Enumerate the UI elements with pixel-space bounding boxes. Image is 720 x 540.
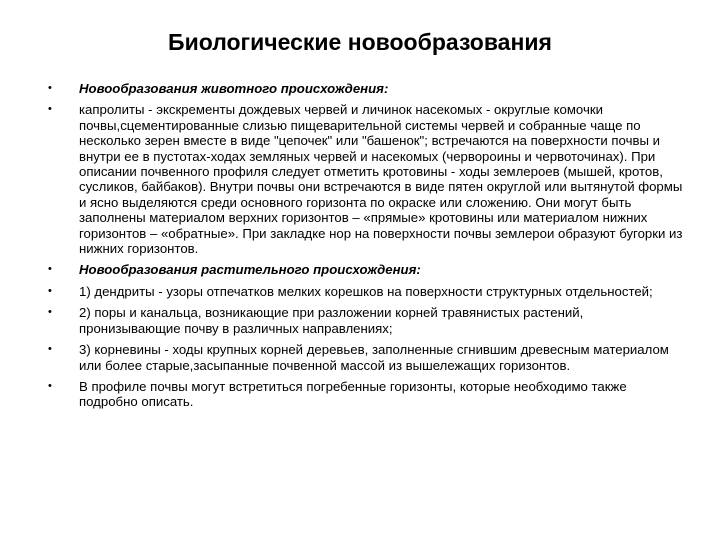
- paragraph-dendrites: 1) дендриты - узоры отпечатков мелких корешков на поверхности структурных отдельностей;: [79, 283, 653, 299]
- list-item: [48, 342, 688, 373]
- bullet-icon: •: [48, 263, 52, 276]
- section-heading-animal: Новообразования животного происхождения:: [79, 81, 389, 96]
- paragraph-buried-horizons: В профиле почвы могут встретиться погребенные горизонты, которые необходимо также подробно описать.: [79, 378, 627, 410]
- paragraph-pores: 2) поры и канальца, возникающие при разложении корней травянистых растений, пронизывающие почву в различных направлениях;: [79, 305, 584, 336]
- bullet-icon: •: [48, 82, 52, 94]
- list-item: [48, 305, 688, 336]
- bullet-icon: •: [48, 379, 52, 392]
- list-item: [48, 262, 688, 277]
- list-item: [48, 284, 688, 299]
- bullet-icon: •: [48, 306, 52, 319]
- bullet-list: [48, 81, 688, 410]
- list-item: [48, 379, 688, 410]
- paragraph-coprolites: капролиты - экскременты дождевых червей и личинок насекомых - округлые комочки почвы,сцементированные слизью пищеварительной системы червей и собранные чаще по несколько зерен вместе в виде "цепочек" или "башенок"; встречаются на поверхности почвы и внутри ее в пустотах-ходах земляных червей и насекомых (червороины и червоточинах). При описании почвенного профиля следует отметить кротовины - ходы землероев (мышей, кротов, сусликов, байбаков). Внутри почвы они встречаются в виде пятен округлой или вытянутой формы и ясно выделяются среди основного горизонта по окраске или сложению. Они могут быть заполнены материалом верхних горизонтов – «прямые» кротовины или материалом нижних горизонтов – «обратные». При закладке нор на поверхности почвы землерои образуют бугорки из нижних горизонтов.: [79, 102, 683, 257]
- bullet-icon: •: [48, 103, 52, 116]
- bullet-icon: •: [48, 284, 52, 297]
- section-heading-plant: Новообразования растительного происхождения:: [79, 262, 421, 278]
- list-item: [48, 102, 688, 256]
- list-item: [48, 81, 688, 96]
- paragraph-root-channels: 3) корневины - ходы крупных корней деревьев, заполненные сгнившим древесным материалом или более старые,засыпанные почвенной массой из вышележащих горизонтов.: [79, 342, 669, 373]
- bullet-icon: •: [48, 343, 52, 356]
- slide-title: Биологические новообразования: [168, 29, 552, 55]
